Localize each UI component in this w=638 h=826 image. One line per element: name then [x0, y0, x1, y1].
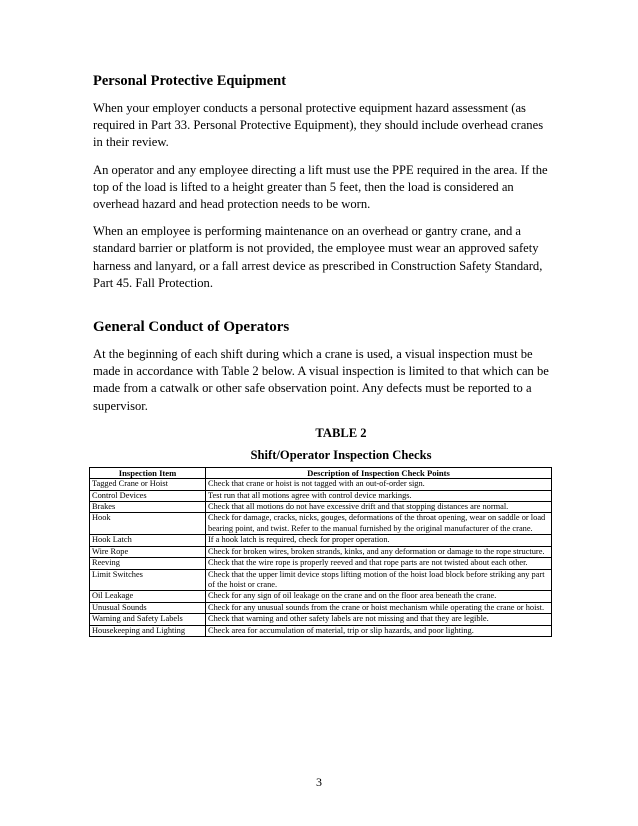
inspection-item: Unusual Sounds [90, 602, 206, 613]
inspection-description: Check that crane or hoist is not tagged with an out-of-order sign. [206, 479, 552, 490]
inspection-description: Check area for accumulation of material, trip or slip hazards, and poor lighting. [206, 625, 552, 636]
column-header-item: Inspection Item [90, 467, 206, 478]
column-header-description: Description of Inspection Check Points [206, 467, 552, 478]
inspection-description: Check for any sign of oil leakage on the crane and on the floor area beneath the crane. [206, 591, 552, 602]
inspection-item: Hook [90, 513, 206, 535]
inspection-item: Wire Rope [90, 546, 206, 557]
table-row [90, 558, 552, 569]
inspection-item: Tagged Crane or Hoist [90, 479, 206, 490]
table-row [90, 513, 552, 535]
inspection-description: Check that all motions do not have excessive drift and that stopping distances are normal. [206, 502, 552, 513]
inspection-description: Check that the wire rope is properly reeved and that rope parts are not twisted about each other. [206, 558, 552, 569]
table-row [90, 490, 552, 501]
inspection-description: Check for damage, cracks, nicks, gouges, deformations of the throat opening, wear on saddle or load bearing point, and twist. Refer to the manual furnished by the original manufacturer of the crane. [206, 513, 552, 535]
table-subtitle: Shift/Operator Inspection Checks [250, 447, 432, 462]
ppe-paragraph-3: When an employee is performing maintenance on an overhead or gantry crane, and a standard barrier or platform is not provided, the employee must wear an approved safety harness and lanyard, or a fall arrest device as prescribed in Construction Safety Standard, Part 45. Fall Protection. [93, 224, 543, 290]
inspection-description: If a hook latch is required, check for proper operation. [206, 535, 552, 546]
table-row [90, 502, 552, 513]
inspection-item: Hook Latch [90, 535, 206, 546]
inspection-item: Housekeeping and Lighting [90, 625, 206, 636]
page-number: 3 [316, 775, 322, 789]
inspection-description: Check for broken wires, broken strands, kinks, and any deformation or damage to the rope structure. [206, 546, 552, 557]
table-row [90, 602, 552, 613]
inspection-description: Check that warning and other safety labels are not missing and that they are legible. [206, 614, 552, 625]
document-page [93, 72, 549, 637]
inspection-item: Oil Leakage [90, 591, 206, 602]
inspection-description: Check for any unusual sounds from the crane or hoist mechanism while operating the crane or hoist. [206, 602, 552, 613]
inspection-item: Control Devices [90, 490, 206, 501]
inspection-item: Brakes [90, 502, 206, 513]
section-heading-conduct: General Conduct of Operators [93, 319, 290, 336]
inspection-item: Reeving [90, 558, 206, 569]
table-row [90, 614, 552, 625]
ppe-paragraph-2: An operator and any employee directing a lift must use the PPE required in the area. If the top of the load is lifted to a height greater than 5 feet, then the load is considered an overhead hazard and head protection needs to be worn. [93, 162, 548, 212]
table-row [90, 591, 552, 602]
table-row [90, 546, 552, 557]
inspection-item: Warning and Safety Labels [90, 614, 206, 625]
ppe-paragraph-1: When your employer conducts a personal protective equipment hazard assessment (as required in Part 33. Personal Protective Equipment), they should include overhead cranes in their review. [93, 101, 544, 150]
table-header-row [90, 467, 552, 478]
inspection-item: Limit Switches [90, 569, 206, 591]
table-row [90, 569, 552, 591]
inspection-description: Check that the upper limit device stops lifting motion of the hoist load block before striking any part of the hoist or crane. [206, 569, 552, 591]
section-heading-ppe: Personal Protective Equipment [93, 73, 287, 89]
inspection-table [89, 467, 552, 637]
inspection-description: Test run that all motions agree with control device markings. [206, 490, 552, 501]
table-row [90, 625, 552, 636]
table-title: TABLE 2 [315, 425, 367, 440]
table-row [90, 535, 552, 546]
table-row [90, 479, 552, 490]
conduct-paragraph: At the beginning of each shift during which a crane is used, a visual inspection must be made in accordance with Table 2 below. A visual inspection is limited to that which can be made from a catwalk or other safe observation point. Any defects must be reported to a supervisor. [93, 347, 549, 413]
